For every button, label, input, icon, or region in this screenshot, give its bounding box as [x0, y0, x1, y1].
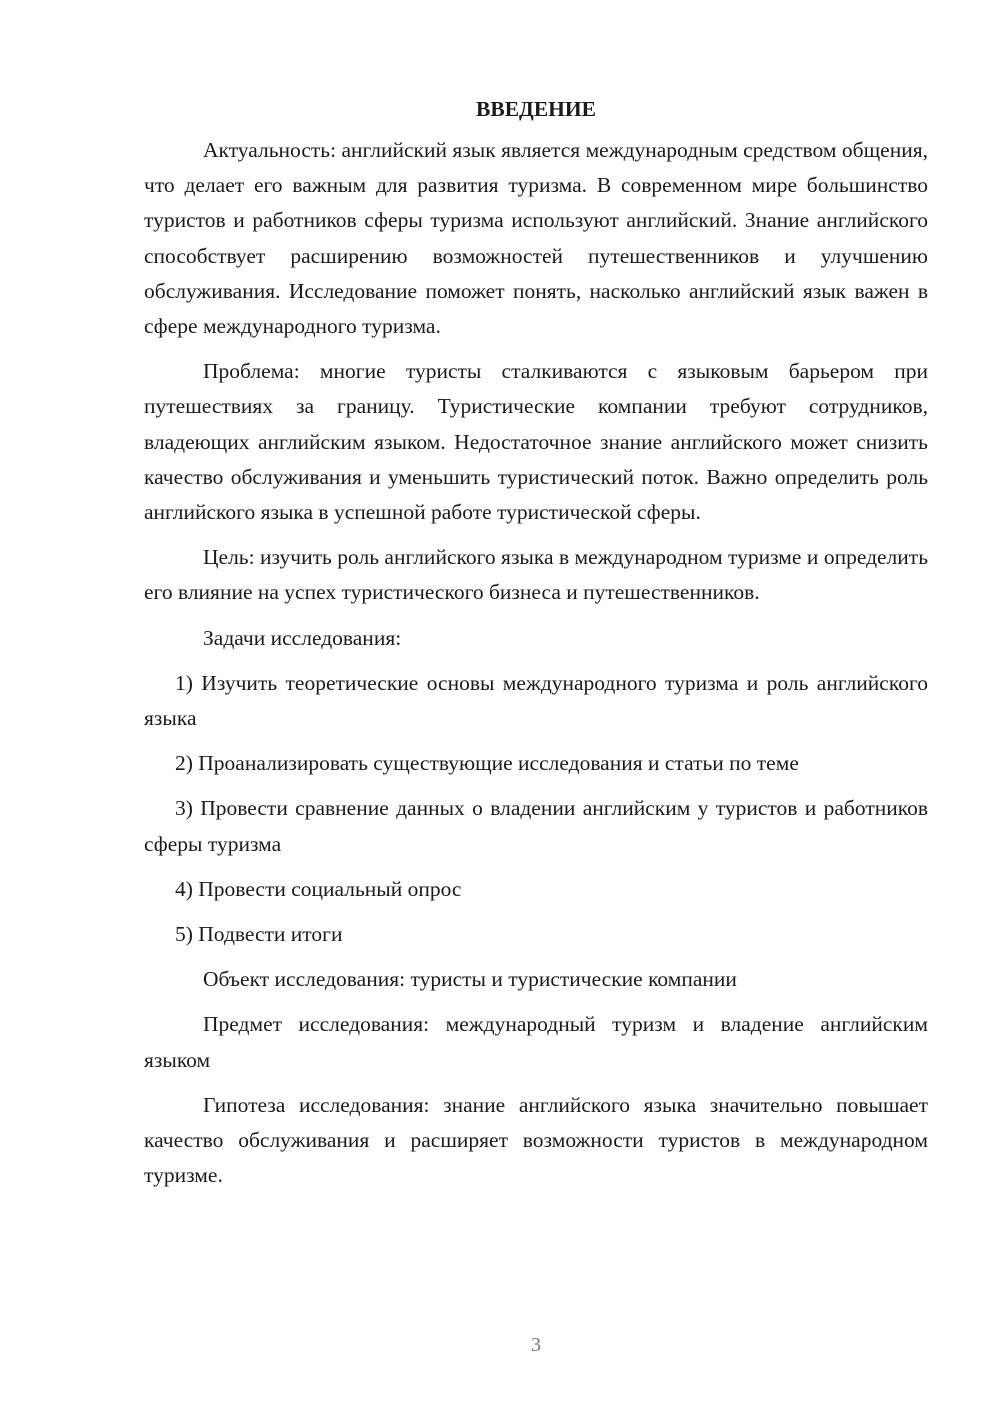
task-item-3: 3) Провести сравнение данных о владении английским у туристов и работников сферы туризма — [144, 796, 928, 856]
page-content — [144, 92, 928, 1203]
paragraph-hypothesis: Гипотеза исследования: знание английского языка значительно повышает качество обслуживания и расширяет возможности туристов в международном туризме. — [144, 1092, 928, 1188]
paragraph-goal: Цель: изучить роль английского языка в международном туризме и определить его влияние на успех туристического бизнеса и путешественников. — [144, 545, 928, 605]
task-item-2: 2) Проанализировать существующие исследования и статьи по теме — [175, 751, 799, 776]
paragraph-object: Объект исследования: туристы и туристические компании — [203, 967, 737, 992]
paragraph-problem: Проблема: многие туристы сталкиваются с языковым барьером при путешествиях за границу. Туристические компании требуют сотрудников, владеющих английским языком. Недостаточное знание английского может снизить качество обслуживания и уменьшить туристический поток. Важно определить роль английского языка в успешной работе туристической сферы. — [144, 359, 928, 525]
tasks-heading: Задачи исследования: — [203, 625, 402, 650]
paragraph-subject: Предмет исследования: международный туризм и владение английским языком — [144, 1012, 928, 1072]
section-title: ВВЕДЕНИЕ — [476, 97, 596, 121]
page-number: 3 — [531, 1334, 541, 1356]
task-item-5: 5) Подвести итоги — [175, 922, 343, 947]
task-item-1: 1) Изучить теоретические основы международного туризма и роль английского языка — [144, 670, 928, 731]
task-item-4: 4) Провести социальный опрос — [175, 876, 462, 901]
paragraph-relevance: Актуальность: английский язык является международным средством общения, что делает его важным для развития туризма. В современном мире большинство туристов и работников сферы туризма используют английский. Знание английского способствует расширению возможностей путешественников и улучшению обслуживания. Исследование поможет понять, насколько английский язык важен в сфере международного туризма. — [144, 138, 928, 339]
